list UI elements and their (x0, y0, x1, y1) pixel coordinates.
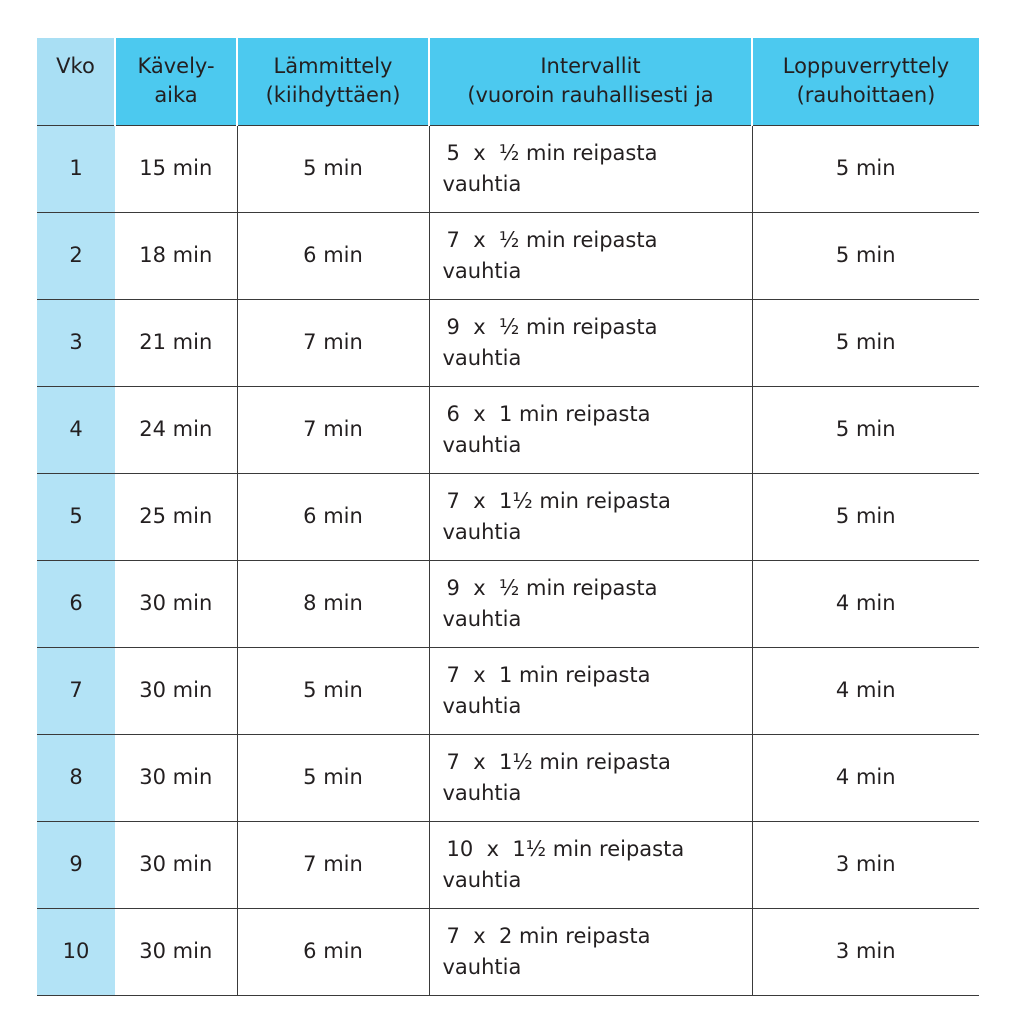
intervals-text-cont: vauhtia (442, 171, 522, 196)
table-row (37, 299, 979, 386)
intervals-text-cont: vauhtia (442, 693, 522, 718)
week-number-cell: 7 (37, 647, 115, 734)
week-number-cell: 5 (37, 473, 115, 560)
intervals-cell (429, 125, 752, 212)
header-week (37, 38, 115, 125)
cooldown-cell: 4 min (752, 560, 979, 647)
warmup-cell: 8 min (237, 560, 429, 647)
intervals-cell (429, 473, 752, 560)
week-number-cell: 4 (37, 386, 115, 473)
header-intervals (429, 38, 752, 125)
header-intervals-line1: Intervallit (540, 54, 641, 78)
cooldown-cell: 4 min (752, 647, 979, 734)
header-cooldown (752, 38, 979, 125)
header-week-label: Vko (56, 54, 95, 78)
intervals-text-cont: vauhtia (442, 606, 522, 631)
warmup-cell: 7 min (237, 386, 429, 473)
walking-time-cell: 30 min (115, 560, 237, 647)
warmup-cell: 5 min (237, 734, 429, 821)
table-row (37, 908, 979, 995)
week-number-cell: 9 (37, 821, 115, 908)
intervals-text: 5 x ½ min reipasta (446, 140, 658, 165)
cooldown-cell: 4 min (752, 734, 979, 821)
warmup-cell: 6 min (237, 908, 429, 995)
header-cooldown-line2: (rauhoittaen) (796, 83, 936, 107)
cooldown-cell: 5 min (752, 299, 979, 386)
intervals-text: 6 x 1 min reipasta (446, 401, 651, 426)
table-row (37, 647, 979, 734)
warmup-cell: 5 min (237, 125, 429, 212)
header-warmup-line1: Lämmittely (273, 54, 393, 78)
intervals-text-cont: vauhtia (442, 519, 522, 544)
intervals-text-cont: vauhtia (442, 867, 522, 892)
intervals-text: 9 x ½ min reipasta (446, 575, 658, 600)
intervals-text: 7 x 1½ min reipasta (446, 488, 671, 513)
table-row (37, 386, 979, 473)
table-body (37, 125, 979, 995)
walking-time-cell: 30 min (115, 821, 237, 908)
header-cooldown-line1: Loppuverryttely (782, 54, 950, 78)
intervals-text: 7 x 1 min reipasta (446, 662, 651, 687)
warmup-cell: 5 min (237, 647, 429, 734)
intervals-text-cont: vauhtia (442, 954, 522, 979)
header-walking-time (115, 38, 237, 125)
intervals-cell (429, 299, 752, 386)
walking-time-cell: 24 min (115, 386, 237, 473)
intervals-text: 9 x ½ min reipasta (446, 314, 658, 339)
walking-time-cell: 21 min (115, 299, 237, 386)
intervals-text-cont: vauhtia (442, 780, 522, 805)
warmup-cell: 6 min (237, 473, 429, 560)
table-header (37, 38, 979, 125)
intervals-cell (429, 908, 752, 995)
cooldown-cell: 5 min (752, 473, 979, 560)
walking-time-cell: 25 min (115, 473, 237, 560)
cooldown-cell: 3 min (752, 908, 979, 995)
intervals-text-cont: vauhtia (442, 258, 522, 283)
walking-time-cell: 18 min (115, 212, 237, 299)
warmup-cell: 6 min (237, 212, 429, 299)
intervals-text: 10 x 1½ min reipasta (446, 836, 685, 861)
intervals-text-cont: vauhtia (442, 432, 522, 457)
warmup-cell: 7 min (237, 821, 429, 908)
table-row (37, 734, 979, 821)
header-warmup-line2: (kiihdyttäen) (265, 83, 401, 107)
header-walking-time-line1: Kävely- (137, 54, 215, 78)
intervals-cell (429, 821, 752, 908)
intervals-text-cont: vauhtia (442, 345, 522, 370)
header-intervals-line2: (vuoroin rauhallisesti ja (467, 83, 714, 107)
week-number-cell: 8 (37, 734, 115, 821)
intervals-cell (429, 560, 752, 647)
cooldown-cell: 5 min (752, 386, 979, 473)
walking-time-cell: 30 min (115, 908, 237, 995)
walking-time-cell: 30 min (115, 647, 237, 734)
intervals-text: 7 x 1½ min reipasta (446, 749, 671, 774)
intervals-cell (429, 212, 752, 299)
table-row (37, 560, 979, 647)
intervals-text: 7 x 2 min reipasta (446, 923, 651, 948)
intervals-text: 7 x ½ min reipasta (446, 227, 658, 252)
intervals-cell (429, 734, 752, 821)
walking-time-cell: 30 min (115, 734, 237, 821)
week-number-cell: 6 (37, 560, 115, 647)
week-number-cell: 10 (37, 908, 115, 995)
intervals-cell (429, 647, 752, 734)
walking-program-table (37, 38, 979, 996)
intervals-cell (429, 386, 752, 473)
warmup-cell: 7 min (237, 299, 429, 386)
walking-time-cell: 15 min (115, 125, 237, 212)
table-row (37, 212, 979, 299)
week-number-cell: 2 (37, 212, 115, 299)
header-row (37, 38, 979, 125)
cooldown-cell: 3 min (752, 821, 979, 908)
table-row (37, 821, 979, 908)
table-row (37, 125, 979, 212)
week-number-cell: 1 (37, 125, 115, 212)
header-walking-time-line2: aika (154, 83, 198, 107)
week-number-cell: 3 (37, 299, 115, 386)
table-row (37, 473, 979, 560)
header-warmup (237, 38, 429, 125)
cooldown-cell: 5 min (752, 212, 979, 299)
cooldown-cell: 5 min (752, 125, 979, 212)
